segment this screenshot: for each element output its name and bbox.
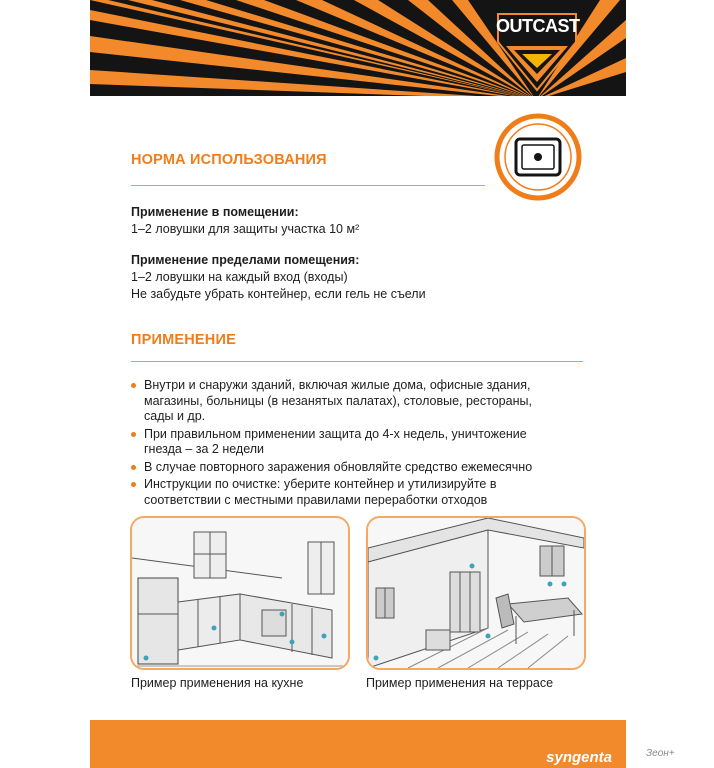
outcast-logo — [496, 12, 578, 92]
kitchen-illustration — [130, 516, 350, 670]
outdoor-text: 1–2 ловушки на каждый вход (входы) — [131, 270, 348, 284]
header-banner — [90, 0, 626, 96]
application-divider — [131, 361, 583, 362]
list-item: В случае повторного заражения обновляйте средство ежемесячно — [130, 460, 560, 476]
usage-title: НОРМА ИСПОЛЬЗОВАНИЯ — [131, 152, 327, 168]
syngenta-logo: syngenta — [546, 749, 612, 766]
kitchen-caption: Пример применения на кухне — [131, 676, 304, 690]
footer-band — [90, 720, 626, 768]
usage-block — [131, 204, 481, 303]
watermark: Зеон+ — [646, 748, 675, 759]
application-list — [130, 378, 560, 510]
leaflet-page — [90, 0, 626, 768]
list-item: При правильном применении защита до 4-х недель, уничтожение гнезда – за 2 недели — [130, 427, 560, 458]
terrace-illustration — [366, 516, 586, 670]
outdoor-label: Применение пределами помещения: — [131, 253, 360, 267]
logo-text: OUTCAST — [496, 16, 580, 36]
list-item: Внутри и снаружи зданий, включая жилые дома, офисные здания, магазины, больницы (в незанятых палатах), столовые, рестораны, сады и др. — [130, 378, 560, 425]
application-title: ПРИМЕНЕНИЕ — [131, 332, 236, 348]
trap-badge-icon — [494, 113, 582, 201]
indoor-text: 1–2 ловушки для защиты участка 10 м² — [131, 222, 360, 236]
usage-note: Не забудьте убрать контейнер, если гель не съели — [131, 287, 426, 301]
terrace-caption: Пример применения на террасе — [366, 676, 554, 690]
indoor-label: Применение в помещении: — [131, 205, 299, 219]
usage-divider — [131, 185, 485, 186]
list-item: Инструкции по очистке: уберите контейнер и утилизируйте в соответствии с местными правилами переработки отходов — [130, 477, 560, 508]
